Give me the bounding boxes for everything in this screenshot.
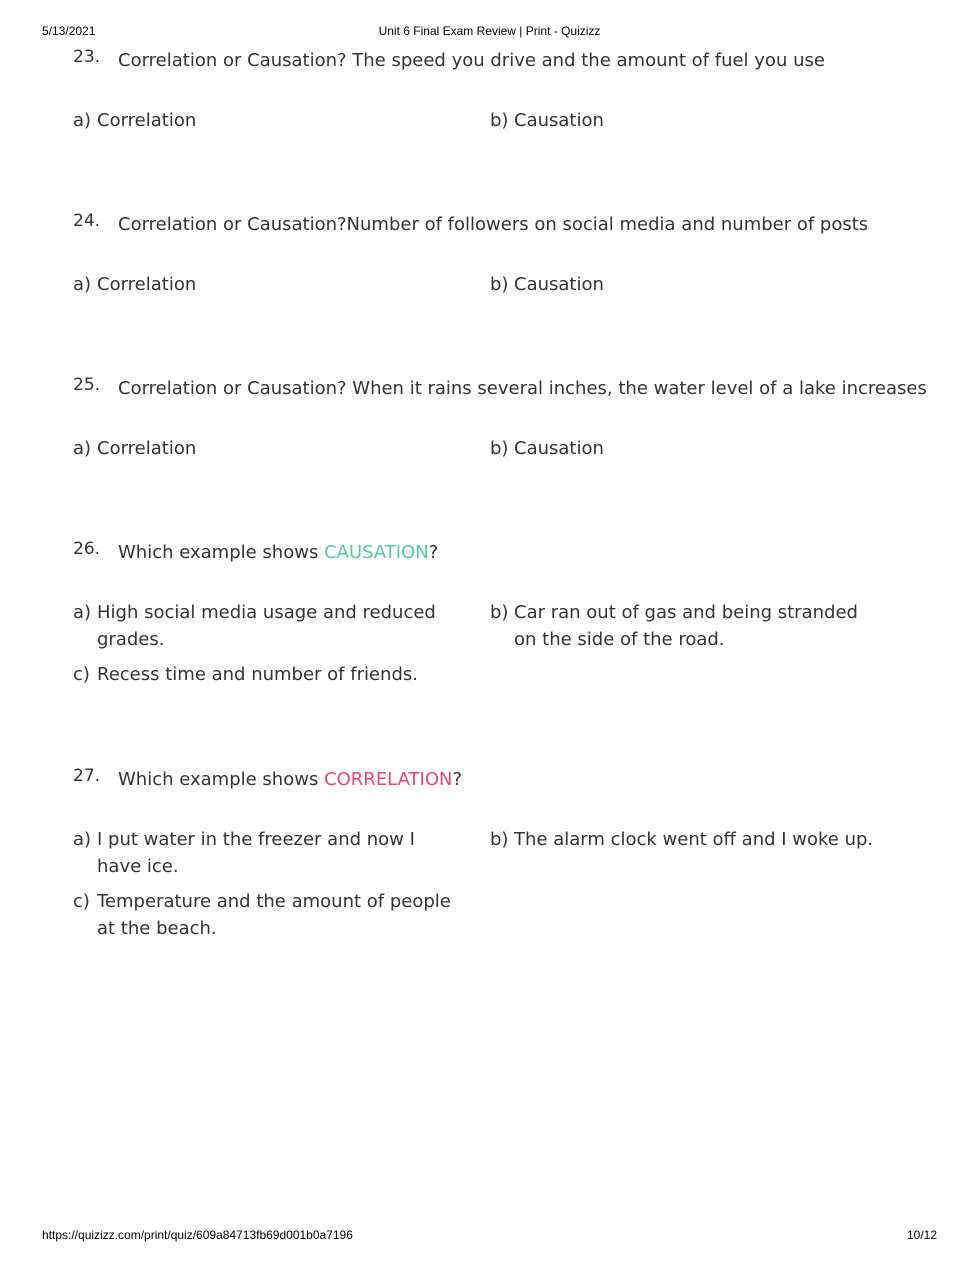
- option-text: Causation: [514, 438, 604, 459]
- option-letter: a): [73, 274, 92, 295]
- option-b[interactable]: [490, 435, 875, 462]
- option-text: Temperature and the amount of people at the beach.: [97, 891, 451, 939]
- print-header: [0, 24, 979, 40]
- question-25: [73, 375, 927, 459]
- option-letter: b): [490, 110, 509, 131]
- question-27: [73, 766, 874, 939]
- option-letter: b): [490, 602, 509, 623]
- option-text: Causation: [514, 110, 604, 131]
- question-text: Correlation or Causation? The speed you drive and the amount of fuel you use: [118, 50, 825, 71]
- question-text: [118, 769, 462, 790]
- question-24: [73, 211, 873, 295]
- option-letter: c): [73, 891, 90, 912]
- question-text-lead: Which example shows: [118, 769, 325, 790]
- question-number: 27.: [73, 766, 101, 786]
- option-b[interactable]: [490, 826, 875, 853]
- option-text: Causation: [514, 274, 604, 295]
- question-text: [118, 542, 438, 563]
- question-stem: [73, 766, 873, 797]
- question-text: Correlation or Causation? When it rains several inches, the water level of a lake increases: [118, 378, 927, 399]
- question-text-tail: ?: [428, 542, 439, 563]
- question-number: 25.: [73, 375, 101, 395]
- highlighted-keyword: CORRELATION: [324, 769, 453, 790]
- option-letter: a): [73, 438, 92, 459]
- option-text: Correlation: [97, 110, 197, 131]
- question-26: [73, 539, 873, 685]
- print-date: 5/13/2021: [42, 24, 96, 38]
- question-number: 23.: [73, 47, 101, 67]
- highlighted-keyword: CAUSATION: [324, 542, 429, 563]
- option-letter: b): [490, 438, 509, 459]
- option-letter: a): [73, 110, 92, 131]
- option-text: Car ran out of gas and being stranded on the side of the road.: [514, 602, 858, 650]
- option-a[interactable]: [73, 435, 458, 462]
- option-c[interactable]: [73, 888, 458, 942]
- option-text: I put water in the freezer and now I have ice.: [97, 829, 415, 877]
- option-b[interactable]: [490, 599, 875, 653]
- option-a[interactable]: [73, 599, 458, 653]
- option-a[interactable]: [73, 826, 458, 880]
- page-title: Unit 6 Final Exam Review | Print - Quizizz: [378, 24, 601, 38]
- question-number: 26.: [73, 539, 101, 559]
- option-letter: a): [73, 829, 92, 850]
- option-text: Recess time and number of friends.: [97, 664, 418, 685]
- question-23: [73, 47, 873, 131]
- option-letter: c): [73, 664, 90, 685]
- option-text: High social media usage and reduced grades.: [97, 602, 436, 650]
- question-stem: [73, 47, 873, 78]
- option-b[interactable]: [490, 271, 875, 298]
- question-stem: [73, 539, 873, 570]
- option-letter: b): [490, 274, 509, 295]
- option-a[interactable]: [73, 271, 458, 298]
- option-letter: b): [490, 829, 509, 850]
- page-number: 10/12: [906, 1228, 937, 1242]
- option-c[interactable]: [73, 661, 458, 688]
- question-text-tail: ?: [452, 769, 463, 790]
- option-a[interactable]: [73, 107, 458, 134]
- option-text: Correlation: [97, 274, 197, 295]
- option-text: The alarm clock went off and I woke up.: [514, 829, 874, 850]
- print-footer: [0, 1228, 979, 1244]
- question-stem: [73, 211, 873, 242]
- option-letter: a): [73, 602, 92, 623]
- question-number: 24.: [73, 211, 101, 231]
- page-url: https://quizizz.com/print/quiz/609a84713fb69d001b0a7196: [42, 1228, 353, 1242]
- option-text: Correlation: [97, 438, 197, 459]
- question-text-lead: Which example shows: [118, 542, 325, 563]
- option-b[interactable]: [490, 107, 875, 134]
- question-stem: [73, 375, 927, 406]
- question-text: Correlation or Causation?Number of followers on social media and number of posts: [118, 214, 869, 235]
